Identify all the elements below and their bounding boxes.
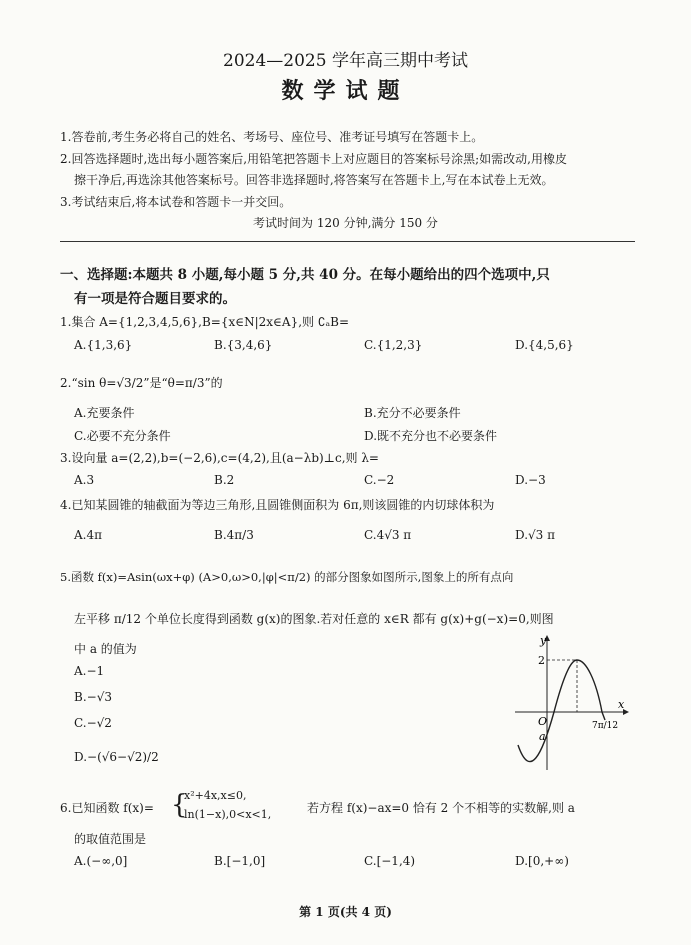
q2-option-d: D.既不充分也不必要条件 bbox=[364, 429, 498, 443]
q3-option-c: C.−2 bbox=[364, 473, 395, 487]
section-heading: 一、选择题:本题共 8 小题,每小题 5 分,共 40 分。在每小题给出的四个选项中,只 bbox=[60, 267, 550, 283]
sine-curve bbox=[518, 660, 605, 762]
q1-stem: 1.集合 A={1,2,3,4,5,6},B={x∈N|2x∈A},则 ∁ₐB= bbox=[60, 315, 350, 329]
q3-option-d: D.−3 bbox=[515, 473, 546, 487]
q5-option-a: A.−1 bbox=[74, 664, 105, 678]
q6-stem-cont: 的取值范围是 bbox=[74, 832, 147, 846]
q5-stem: 5.函数 f(x)=Asin(ωx+φ) (A>0,ω>0,|φ|<π/2) 的部分图象如图所示,图象上的所有点向 bbox=[60, 570, 514, 584]
q6-case-2: ln(1−x),0<x<1, bbox=[184, 808, 272, 821]
q4-stem: 4.已知某圆锥的轴截面为等边三角形,且圆锥侧面积为 6π,则该圆锥的内切球体积为 bbox=[60, 498, 495, 512]
page-footer: 第 1 页(共 4 页) bbox=[299, 905, 392, 919]
instruction-3: 3.考试结束后,将本试卷和答题卡一并交回。 bbox=[60, 195, 292, 209]
q6-option-c: C.[−1,4) bbox=[364, 854, 416, 868]
q2-stem: 2.“sin θ=√3/2”是“θ=π/3”的 bbox=[60, 376, 223, 390]
q4-option-d: D.√3 π bbox=[515, 528, 555, 542]
origin-label: O bbox=[538, 715, 548, 728]
q6-stem-post: 若方程 f(x)−ax=0 恰有 2 个不相等的实数解,则 a bbox=[307, 801, 575, 815]
q3-stem: 3.设向量 a=(2,2),b=(−2,6),c=(4,2),且(a−λb)⊥c,则 λ= bbox=[60, 451, 379, 465]
peak-label: 2 bbox=[538, 654, 545, 667]
instruction-2: 2.回答选择题时,选出每小题答案后,用铅笔把答题卡上对应题目的答案标号涂黑;如需改动,用橡皮 bbox=[60, 152, 567, 166]
q5-option-b: B.−√3 bbox=[74, 690, 112, 704]
q5-sine-graph bbox=[510, 630, 635, 775]
q5-stem-cont2: 中 a 的值为 bbox=[74, 642, 137, 656]
instruction-1: 1.答卷前,考生务必将自己的姓名、考场号、座位号、准考证号填写在答题卡上。 bbox=[60, 130, 484, 144]
subject-title: 数学试题 bbox=[281, 78, 410, 104]
q4-option-a: A.4π bbox=[74, 528, 103, 542]
q1-option-c: C.{1,2,3} bbox=[364, 338, 423, 352]
a-label: a bbox=[539, 730, 546, 743]
q1-option-a: A.{1,3,6} bbox=[74, 338, 133, 352]
section-heading-cont: 有一项是符合题目要求的。 bbox=[74, 291, 236, 307]
q6-brace: { bbox=[171, 790, 188, 820]
q5-stem-cont: 左平移 π/12 个单位长度得到函数 g(x)的图象.若对任意的 x∈R 都有 g(x)+g(−x)=0,则图 bbox=[74, 612, 554, 626]
q5-option-d: D.−(√6−√2)/2 bbox=[74, 750, 159, 764]
divider bbox=[60, 241, 635, 242]
q1-option-d: D.{4,5,6} bbox=[515, 338, 574, 352]
x-tick-label: 7π/12 bbox=[592, 721, 619, 731]
q2-option-c: C.必要不充分条件 bbox=[74, 429, 171, 443]
q6-option-a: A.(−∞,0] bbox=[74, 854, 128, 868]
q3-option-b: B.2 bbox=[214, 473, 235, 487]
y-axis-label: y bbox=[540, 634, 547, 647]
q3-option-a: A.3 bbox=[74, 473, 95, 487]
q6-option-b: B.[−1,0] bbox=[214, 854, 266, 868]
q2-option-b: B.充分不必要条件 bbox=[364, 406, 461, 420]
q6-stem-prefix: 6.已知函数 f(x)= bbox=[60, 801, 154, 815]
exam-title: 2024—2025 学年高三期中考试 bbox=[223, 51, 468, 71]
q1-option-b: B.{3,4,6} bbox=[214, 338, 273, 352]
x-axis-label: x bbox=[618, 698, 625, 711]
q5-option-c: C.−√2 bbox=[74, 716, 112, 730]
q2-option-a: A.充要条件 bbox=[74, 406, 135, 420]
instruction-2-cont: 擦干净后,再选涂其他答案标号。回答非选择题时,将答案写在答题卡上,写在本试卷上无效。 bbox=[74, 173, 554, 187]
exam-time: 考试时间为 120 分钟,满分 150 分 bbox=[253, 216, 438, 230]
q4-option-c: C.4√3 π bbox=[364, 528, 412, 542]
q4-option-b: B.4π/3 bbox=[214, 528, 254, 542]
q6-option-d: D.[0,+∞) bbox=[515, 854, 569, 868]
q6-case-1: x²+4x,x≤0, bbox=[184, 789, 247, 802]
